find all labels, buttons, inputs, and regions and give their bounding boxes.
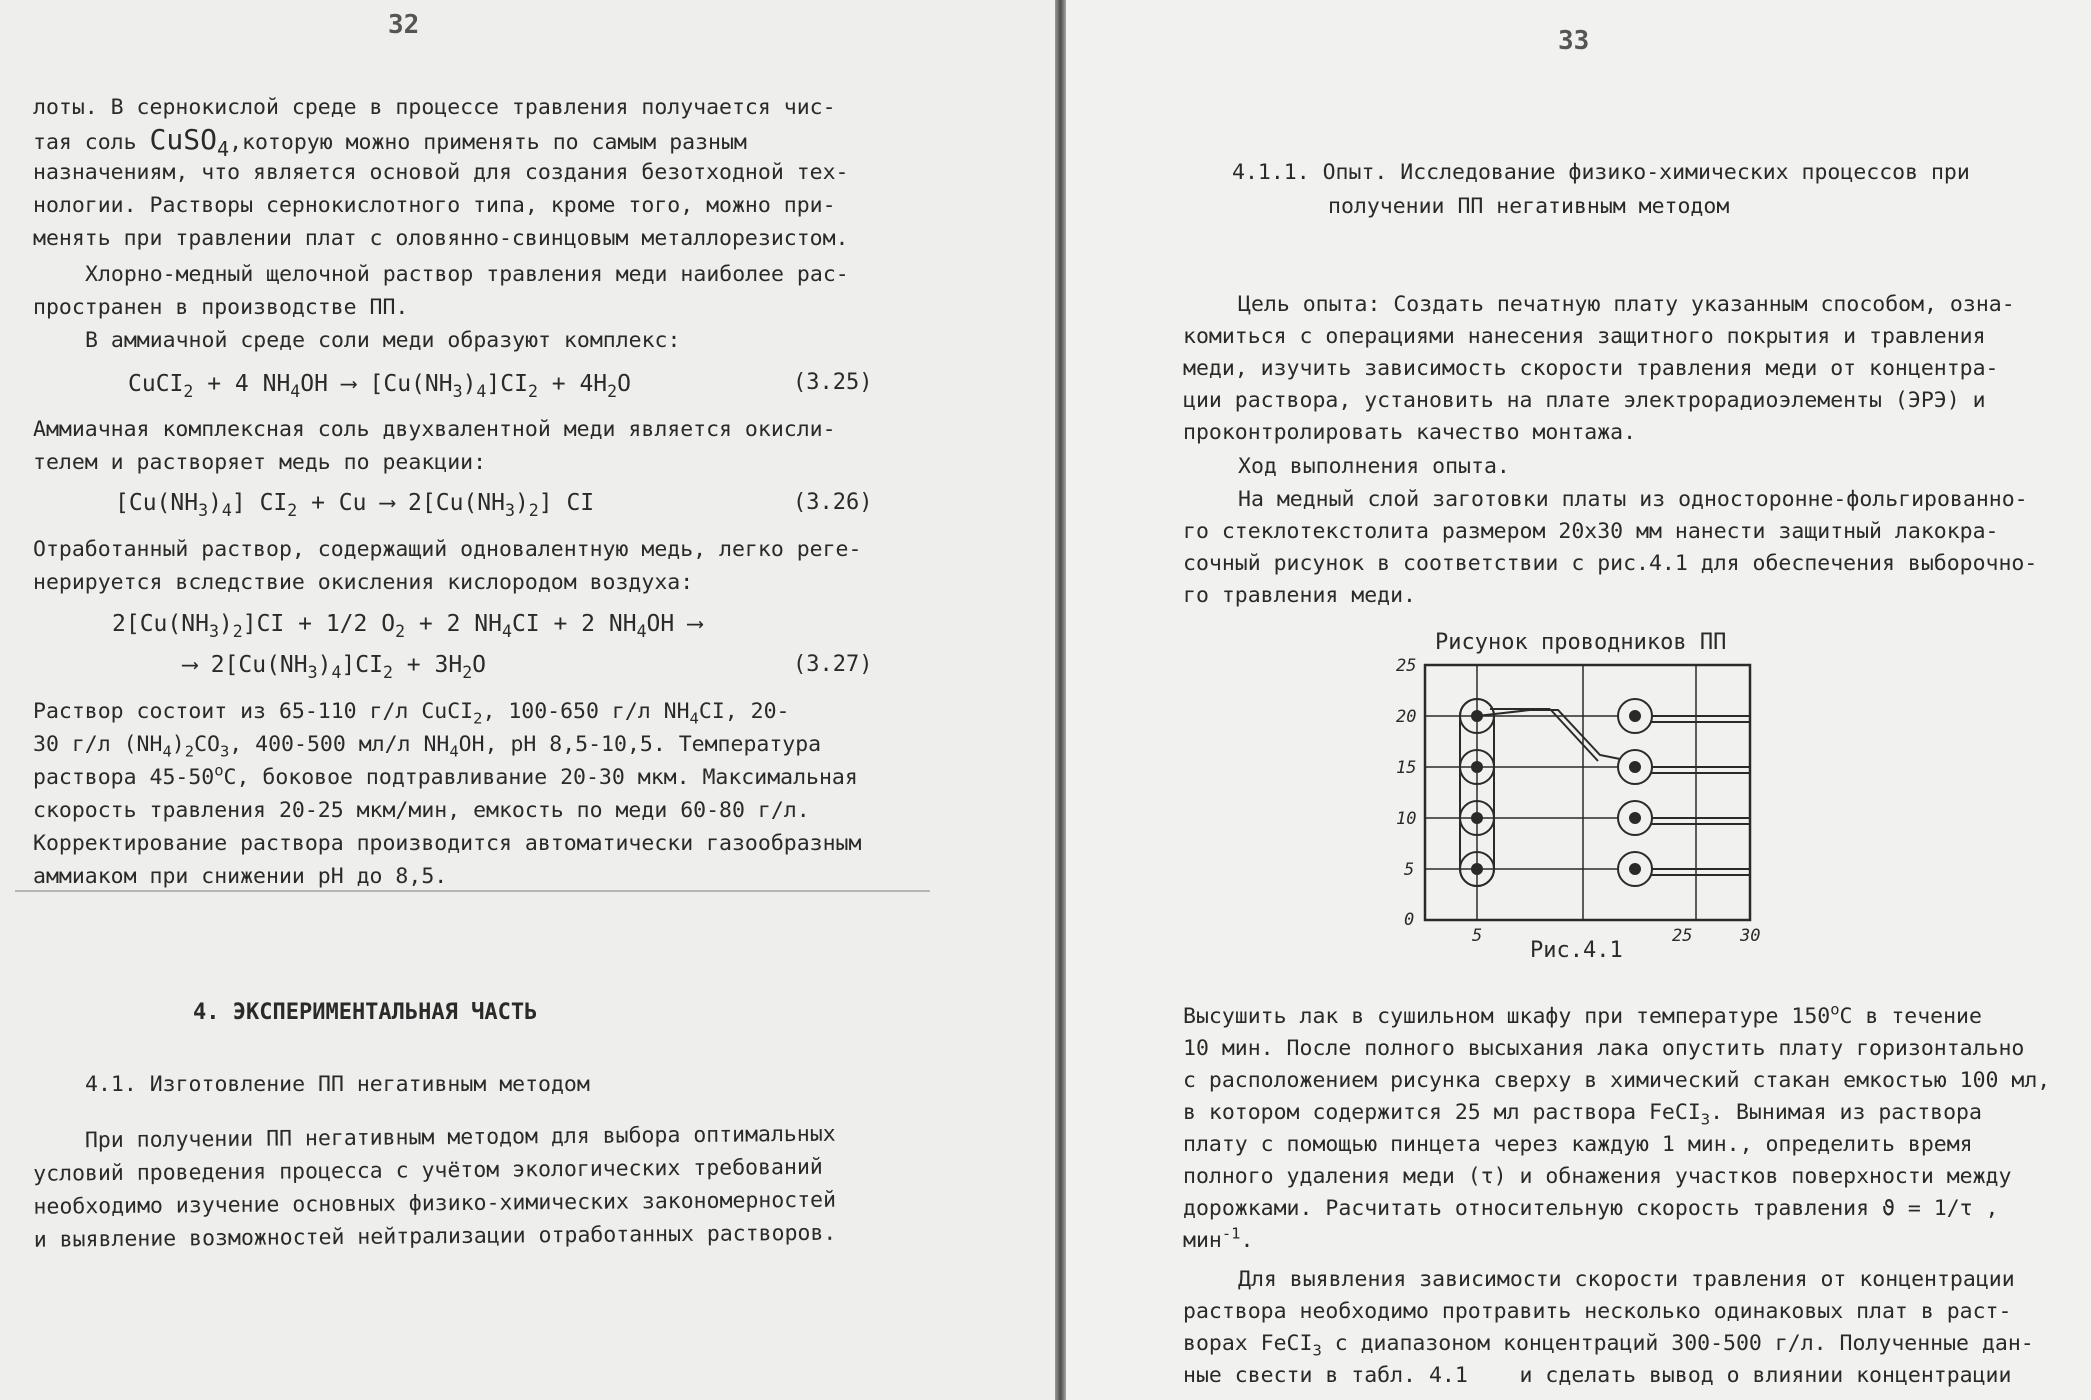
text-line: Корректирование раствора производится автоматически газообразным xyxy=(33,831,862,856)
figure-title: Рисунок проводников ПП xyxy=(1435,630,1727,655)
x-tick-label: 25 xyxy=(1672,926,1693,946)
equation-number: (3.25) xyxy=(793,370,873,395)
text-line: комиться с операциями нанесения защитного покрытия и травления xyxy=(1183,324,1986,349)
text-line: меди, изучить зависимость скорости травления меди от концентра- xyxy=(1183,356,1999,381)
text-line: ворах FeCI$_3$ с диапазоном концентраций 300-500 г/л. Полученные дан- xyxy=(1183,1331,2034,1360)
text-line: плату с помощью пинцета через каждую 1 мин., определить время xyxy=(1183,1132,1973,1157)
text-line: раствора 45-50$^o$C, боковое подтравливание 20-30 мкм. Максимальная xyxy=(33,761,858,790)
text-line: пространен в производстве ПП. xyxy=(33,295,409,320)
y-tick-label: 15 xyxy=(1396,758,1417,778)
text-line: При получении ПП негативным методом для выбора оптимальных xyxy=(84,1121,836,1154)
equation-number: (3.26) xyxy=(793,490,873,515)
pad-hole xyxy=(1472,711,1482,721)
equation-3-26: $[Cu(NH_3)_4] CI_2 + Cu$ ⟶ $2[Cu(NH_3)_2]$ CI xyxy=(115,490,595,520)
text-line: сочный рисунок в соответствии с рис.4.1 для обеспечения выборочно- xyxy=(1183,551,2038,576)
text-line: проконтролировать качество монтажа. xyxy=(1183,420,1637,445)
pad-hole xyxy=(1472,864,1482,874)
y-tick-label: 20 xyxy=(1396,707,1417,727)
text-line: нологии. Растворы сернокислотного типа, кроме того, можно при- xyxy=(33,193,836,218)
text-line: Отработанный раствор, содержащий одновалентную медь, легко реге- xyxy=(33,537,862,562)
subsection-title: 4.1. Изготовление ПП негативным методом xyxy=(85,1072,590,1097)
text-line: ции раствора, установить на плате электрорадиоэлементы (ЭРЭ) и xyxy=(1183,388,1986,413)
paragraph: Ход выполнения опыта. xyxy=(1238,454,1510,479)
text-line: го травления меди. xyxy=(1183,583,1416,608)
text-line: Аммиачная комплексная соль двухвалентной меди является окисли- xyxy=(33,417,836,442)
paragraph: В аммиачной среде соли меди образуют комплекс: xyxy=(85,328,681,353)
text-line: раствора необходимо протравить несколько одинаковых плат в раст- xyxy=(1183,1299,2012,1324)
subsection-heading: получении ПП негативным методом xyxy=(1328,194,1730,219)
text-line: нерируется вследствие окисления кислородом воздуха: xyxy=(33,570,694,595)
y-tick-label: 25 xyxy=(1396,656,1417,676)
text-line: телем и растворяет медь по реакции: xyxy=(33,450,487,475)
figure-caption: Рис.4.1 xyxy=(1530,938,1623,963)
pad-hole xyxy=(1630,711,1640,721)
equation-3-25: CuCI$_2$ + 4 $NH_4OH$ ⟶ $[Cu(NH_3)_4]CI_2 + 4H_2O$ xyxy=(128,371,631,401)
text-line: Высушить лак в сушильном шкафу при температуре 150$^o$C в течение xyxy=(1183,1000,1982,1029)
text-line: условий проведения процесса с учётом экологических требований xyxy=(33,1154,823,1187)
text-line: аммиаком при снижении pH до 8,5. xyxy=(33,864,448,889)
y-tick-label: 10 xyxy=(1396,809,1417,829)
equation-number: (3.27) xyxy=(793,652,873,677)
text-line: и выявление возможностей нейтрализации отработанных растворов. xyxy=(33,1220,837,1253)
text-line: лоты. В сернокислой среде в процессе травления получается чис- xyxy=(33,95,836,120)
x-tick-label: 5 xyxy=(1472,926,1483,946)
pad-hole xyxy=(1630,762,1640,772)
text-line: назначениям, что является основой для создания безотходной тех- xyxy=(33,160,849,185)
text-line: тая соль CuSO$_4$,которую можно применять по самым разным xyxy=(33,123,747,162)
x-tick-label: 30 xyxy=(1740,926,1761,946)
text-line: Хлорно-медный щелочной раствор травления меди наиболее рас- xyxy=(85,262,849,287)
pcb-conductor-figure xyxy=(1396,625,2060,990)
text-line: в котором содержится 25 мл раствора FeCI$_3$. Вынимая из раствора xyxy=(1183,1100,1982,1129)
y-tick-label: 5 xyxy=(1404,860,1415,880)
text-line: Раствор состоит из 65-110 г/л CuCI$_2$, 100-650 г/л $NH_4CI$, 20- xyxy=(33,699,790,728)
text-line: 10 мин. После полного высыхания лака опустить плату горизонтально xyxy=(1183,1036,2025,1061)
pad-hole xyxy=(1630,864,1640,874)
pad-hole xyxy=(1630,813,1640,823)
board-outline xyxy=(1425,665,1750,920)
text-line: скорость травления 20-25 мкм/мин, емкость по меди 60-80 г/л. xyxy=(33,798,810,823)
text-line: мин$^{-1}$. xyxy=(1183,1224,1254,1253)
text-line: менять при травлении плат с оловянно-свинцовым металлорезистом. xyxy=(33,226,849,251)
pad-column-right xyxy=(1618,699,1652,886)
page-number: 33 xyxy=(1558,26,1590,56)
text-line: необходимо изучение основных физико-химических закономерностей xyxy=(33,1187,837,1220)
formula: CuSO$_4$ xyxy=(149,123,230,162)
text-line: ные свести в табл. 4.1 и сделать вывод о влиянии концентрации xyxy=(1183,1363,2012,1388)
text-line: с расположением рисунка сверху в химический стакан емкостью 100 мл, xyxy=(1183,1068,2051,1093)
text-line: На медный слой заготовки платы из односторонне-фольгированно- xyxy=(1238,487,2028,512)
page-number: 32 xyxy=(388,10,420,40)
text-line: 30 г/л $(NH_4)_2CO_3$, 400-500 мл/л $NH_4OH$, pH 8,5-10,5. Температура xyxy=(33,732,822,761)
divider xyxy=(15,890,930,892)
trace xyxy=(1550,709,1598,761)
equation-3-27-line1: $2[Cu(NH_3)_2]CI + 1/2$ $O_2 + 2$ $NH_4CI + 2$ $NH_4OH$ ⟶ xyxy=(112,611,702,641)
equation-3-27-line2: ⟶ $2[Cu(NH_3)_4]CI_2 + 3H_2O$ xyxy=(183,652,487,682)
board-grid xyxy=(1425,665,1750,920)
section-title: 4. ЭКСПЕРИМЕНТАЛЬНАЯ ЧАСТЬ xyxy=(193,1000,538,1025)
text-line: дорожками. Расчитать относительную скорость травления ϑ = 1/τ , xyxy=(1183,1196,1999,1221)
subsection-heading: 4.1.1. Опыт. Исследование физико-химических процессов при xyxy=(1232,160,1970,185)
text-line: Для выявления зависимости скорости травления от концентрации xyxy=(1238,1267,2015,1292)
conductor-traces xyxy=(1477,709,1750,875)
y-tick-label: 0 xyxy=(1404,910,1415,930)
pad-hole xyxy=(1472,813,1482,823)
trace xyxy=(1477,710,1635,762)
pad-hole xyxy=(1472,762,1482,772)
text-line: го стеклотекстолита размером 20х30 мм нанести защитный лакокра- xyxy=(1183,519,1999,544)
text-line: полного удаления меди (τ) и обнажения участков поверхности между xyxy=(1183,1164,2012,1189)
text-line: Цель опыта: Создать печатную плату указанным способом, озна- xyxy=(1238,292,2015,317)
book-spine xyxy=(1055,0,1066,1400)
